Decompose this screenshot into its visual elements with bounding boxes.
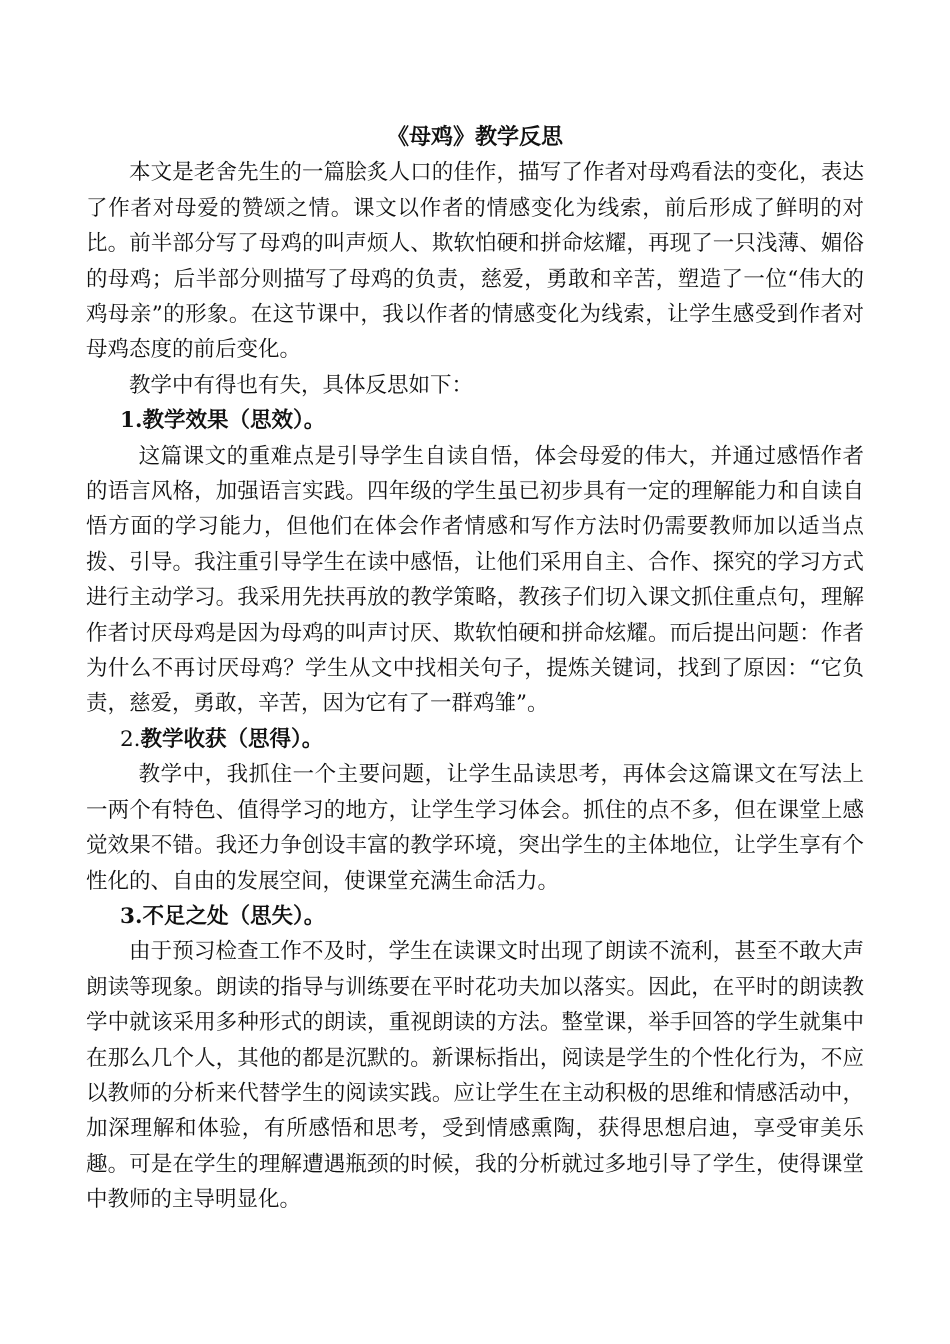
document-page <box>86 120 864 1218</box>
document-title: 《母鸡》教学反思 <box>386 124 563 150</box>
section-heading-text: 不足之处（思失）。 <box>142 903 326 929</box>
section-body-effect: 这篇课文的重难点是引导学生自读自悟，体会母爱的伟大，并通过感悟作者的语言风格，加强语言实践。四年级的学生虽已初步具有一定的理解能力和自读自悟方面的学习能力，但他们在体会作者情感和写作方法时仍需要教师加以适当点拨、引导。我注重引导学生在读中感悟，让他们采用自主、合作、探究的学习方式进行主动学习。我采用先扶再放的教学策略，教孩子们切入课文抓住重点句，理解作者讨厌母鸡是因为母鸡的叫声讨厌、欺软怕硬和拼命炫耀。而后提出问题：作者为什么不再讨厌母鸡？学生从文中找相关句子，提炼关键词，找到了原因：“它负责，慈爱，勇敢，辛苦，因为它有了一群鸡雏”。 <box>86 443 864 717</box>
intro-paragraph: 本文是老舍先生的一篇脍炙人口的佳作，描写了作者对母鸡看法的变化，表达了作者对母爱的赞颂之情。课文以作者的情感变化为线索，前后形成了鲜明的对比。前半部分写了母鸡的叫声烦人、欺软怕硬和拼命炫耀，再现了一只浅薄、媚俗的母鸡；后半部分则描写了母鸡的负责，慈爱，勇敢和辛苦，塑造了一位“伟大的鸡母亲”的形象。在这节课中，我以作者的情感变化为线索，让学生感受到作者对母鸡态度的前后变化。 <box>86 160 864 363</box>
lead-paragraph: 教学中有得也有失，具体反思如下： <box>129 372 474 398</box>
section-body-gain: 教学中，我抓住一个主要问题，让学生品读思考，再体会这篇课文在写法上一两个有特色、值得学习的地方，让学生学习体会。抓住的点不多，但在课堂上感觉效果不错。我还力争创设丰富的教学环境，突出学生的主体地位，让学生享有个性化的、自由的发展空间，使课堂充满生命活力。 <box>86 762 864 894</box>
section-heading-text: 教学效果（思效）。 <box>142 408 326 434</box>
section-heading-shortcoming <box>86 899 864 934</box>
section-heading-text: 教学收获（思得）。 <box>140 726 324 752</box>
section-number: 3. <box>120 903 143 929</box>
section-heading-effect <box>86 403 864 438</box>
section-number: 2. <box>120 726 141 752</box>
section-body-shortcoming: 由于预习检查工作不及时，学生在读课文时出现了朗读不流利，甚至不敢大声朗读等现象。朗读的指导与训练要在平时花功夫加以落实。因此，在平时的朗读教学中就该采用多种形式的朗读，重视朗读的方法。整堂课，举手回答的学生就集中在那么几个人，其他的都是沉默的。新课标指出，阅读是学生的个性化行为，不应以教师的分析来代替学生的阅读实践。应让学生在主动积极的思维和情感活动中，加深理解和体验，有所感悟和思考，受到情感熏陶，获得思想启迪，享受审美乐趣。可是在学生的理解遭遇瓶颈的时候，我的分析就过多地引导了学生，使得课堂中教师的主导明显化。 <box>86 939 864 1213</box>
section-number: 1. <box>120 408 143 434</box>
section-heading-gain <box>86 722 864 757</box>
